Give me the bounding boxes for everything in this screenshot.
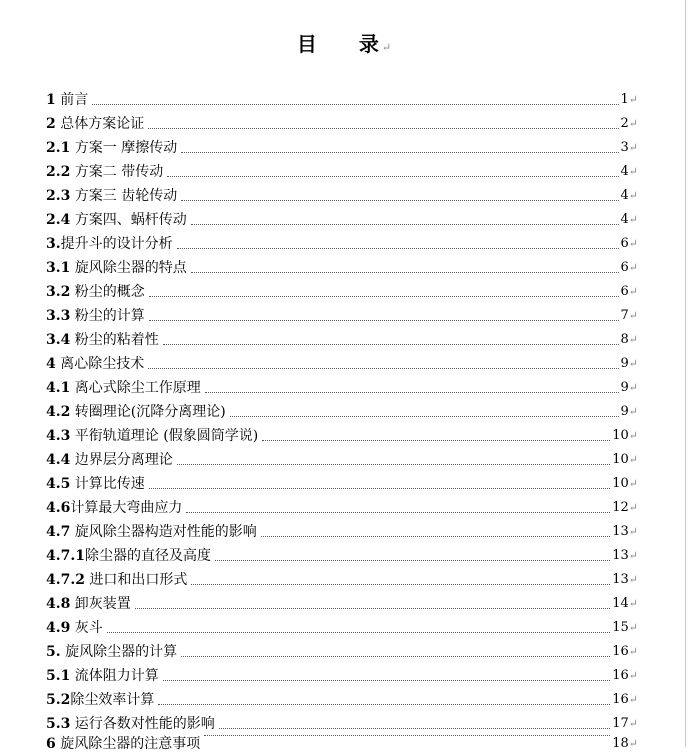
toc-entry[interactable] — [46, 158, 638, 182]
toc-entry-label — [46, 734, 200, 754]
toc-page-number: 13 — [612, 572, 629, 587]
toc-entry-page — [612, 666, 638, 686]
toc-entry-page — [621, 378, 639, 398]
paragraph-mark-icon: ↵ — [628, 237, 638, 250]
toc-entry[interactable] — [46, 542, 638, 566]
toc-entry[interactable] — [46, 110, 638, 134]
toc-entry-number: 4.4 — [46, 452, 71, 468]
paragraph-mark-icon: ↵ — [628, 357, 638, 370]
paragraph-mark-icon: ↵ — [628, 285, 638, 298]
paragraph-mark-icon: ↵ — [628, 261, 638, 274]
toc-entry-label — [46, 354, 144, 374]
toc-page-number: 16 — [612, 692, 629, 707]
toc-leader-dots — [177, 463, 610, 465]
toc-entry-page — [612, 426, 638, 446]
toc-entry-number: 4.6 — [46, 500, 71, 516]
toc-entry-label — [46, 114, 144, 134]
toc-entry-page — [612, 474, 638, 494]
toc-page-number: 16 — [612, 644, 629, 659]
toc-entry-number: 2.4 — [46, 212, 71, 228]
paragraph-mark-icon: ↵ — [628, 525, 638, 538]
toc-entry-text: 旋风除尘器构造对性能的影响 — [70, 524, 257, 540]
toc-entry-text: 旋风除尘器的计算 — [60, 644, 178, 660]
toc-entry-text: 除尘器的直径及高度 — [84, 548, 211, 564]
paragraph-mark-icon: ↵ — [628, 165, 638, 178]
paragraph-mark-icon: ↵ — [628, 381, 638, 394]
toc-entry-page — [621, 306, 639, 326]
toc-leader-dots — [148, 127, 618, 129]
toc-entry-page — [612, 594, 638, 614]
toc-entry-page — [621, 162, 639, 182]
toc-entry-page — [612, 618, 638, 638]
toc-leader-dots — [135, 607, 610, 609]
toc-entry-text: 边界层分离理论 — [70, 452, 173, 468]
toc-leader-dots — [163, 679, 610, 681]
toc-entry-page — [621, 210, 639, 230]
toc-entry-label — [46, 450, 173, 470]
toc-entry-text: 转圈理论(沉降分离理论) — [70, 404, 226, 420]
toc-entry-label — [46, 594, 131, 614]
toc-leader-dots — [205, 391, 619, 393]
page-edge-line — [685, 0, 686, 747]
toc-entry-page — [612, 714, 638, 734]
toc-page-number: 10 — [612, 452, 629, 467]
toc-leader-dots — [191, 271, 619, 273]
toc-entry-label — [46, 522, 257, 542]
toc-entry-text: 进口和出口形式 — [84, 572, 188, 588]
toc-entry[interactable] — [46, 278, 638, 302]
toc-page-number: 4 — [620, 164, 629, 179]
paragraph-mark-icon: ↵ — [628, 429, 638, 442]
toc-page-number: 1 — [620, 92, 629, 107]
toc-page-number: 14 — [612, 596, 629, 611]
toc-title-right: 录 — [358, 32, 381, 56]
toc-entry[interactable] — [46, 230, 638, 254]
toc-entry-number: 4.7.1 — [46, 548, 85, 564]
toc-leader-dots — [107, 631, 610, 633]
toc-leader-dots — [92, 103, 618, 105]
toc-entry-page — [621, 186, 639, 206]
toc-entry-number: 4.2 — [46, 404, 71, 420]
toc-entry-text: 计算比传速 — [70, 476, 145, 492]
toc-page-number: 9 — [620, 380, 629, 395]
toc-page-number: 6 — [620, 284, 629, 299]
toc-leader-dots — [204, 734, 610, 736]
toc-entry-text: 除尘效率计算 — [70, 692, 155, 708]
paragraph-mark-icon: ↵ — [628, 645, 638, 658]
toc-leader-dots — [149, 295, 619, 297]
toc-entry-label — [46, 690, 154, 710]
toc-page-number: 6 — [620, 260, 629, 275]
toc-entry-text: 旋风除尘器的特点 — [70, 260, 187, 276]
toc-leader-dots — [158, 703, 610, 705]
toc-page-number: 12 — [612, 500, 629, 515]
toc-entry-page — [612, 642, 638, 662]
toc-entry[interactable] — [46, 134, 638, 158]
toc-entry[interactable] — [46, 662, 638, 686]
toc-entry[interactable] — [46, 86, 638, 110]
toc-entry-number: 5.3 — [46, 716, 71, 732]
toc-page-number: 2 — [620, 116, 629, 131]
toc-entry-label — [46, 642, 177, 662]
toc-entry-text: 粉尘的概念 — [70, 284, 145, 300]
toc-entry-page — [621, 402, 639, 422]
toc-entry-page — [612, 498, 638, 518]
toc-entry[interactable] — [46, 182, 638, 206]
toc-leader-dots — [167, 175, 618, 177]
toc-entry-page — [612, 450, 638, 470]
toc-entry-text: 粉尘的计算 — [70, 308, 145, 324]
toc-page-number: 15 — [612, 620, 629, 635]
toc-entry[interactable] — [46, 494, 638, 518]
toc-entry-text: 卸灰装置 — [70, 596, 131, 612]
paragraph-mark-icon: ↵ — [628, 693, 638, 706]
toc-entry-label — [46, 330, 159, 350]
toc-page-number: 13 — [612, 548, 629, 563]
toc-entry-text: 计算最大弯曲应力 — [70, 500, 183, 516]
toc-entry-number: 2.3 — [46, 188, 71, 204]
toc-page-number: 10 — [612, 428, 629, 443]
toc-entry[interactable] — [46, 590, 638, 614]
toc-leader-dots — [181, 655, 610, 657]
toc-entry-text: 总体方案论证 — [55, 116, 145, 132]
toc-entry[interactable] — [46, 470, 638, 494]
toc-page-number: 3 — [620, 140, 629, 155]
toc-entry[interactable] — [46, 518, 638, 542]
toc-entry[interactable] — [46, 446, 638, 470]
toc-entry-page — [612, 734, 638, 754]
paragraph-mark-icon: ↵ — [628, 93, 638, 106]
toc-entry-text: 方案三 齿轮传动 — [70, 188, 178, 204]
paragraph-mark-icon: ↵ — [628, 213, 638, 226]
toc-page-number: 4 — [620, 188, 629, 203]
paragraph-mark-icon: ↵ — [628, 717, 638, 730]
toc-entry-number: 3.3 — [46, 308, 71, 324]
paragraph-mark-icon: ↵ — [381, 41, 394, 54]
toc-page-number: 6 — [620, 236, 629, 251]
paragraph-mark-icon: ↵ — [628, 549, 638, 562]
toc-leader-dots — [262, 439, 610, 441]
toc-entry-label — [46, 498, 182, 518]
paragraph-mark-icon: ↵ — [628, 405, 638, 418]
toc-entry-page — [621, 258, 639, 278]
toc-entry-label — [46, 282, 145, 302]
toc-entry-page — [612, 570, 638, 590]
toc-entry[interactable] — [46, 254, 638, 278]
toc-entry-text: 灰斗 — [70, 620, 103, 636]
toc-entry-number: 4.3 — [46, 428, 71, 444]
toc-page-number: 9 — [620, 404, 629, 419]
toc-entry-label — [46, 90, 88, 110]
toc-entry-label — [46, 258, 187, 278]
toc-entry-label — [46, 234, 173, 254]
paragraph-mark-icon: ↵ — [628, 597, 638, 610]
toc-entry-number: 3.1 — [46, 260, 71, 276]
toc-entry[interactable] — [46, 374, 638, 398]
toc-entry-text: 离心除尘技术 — [55, 356, 145, 372]
toc-entry-number: 3.2 — [46, 284, 71, 300]
toc-entry-page — [621, 90, 639, 110]
toc-entry-label — [46, 186, 177, 206]
toc-entry-number: 1 — [46, 92, 56, 108]
toc-page-number: 13 — [612, 524, 629, 539]
toc-entry-number: 2.2 — [46, 164, 71, 180]
paragraph-mark-icon: ↵ — [628, 141, 638, 154]
toc-entry-label — [46, 306, 145, 326]
toc-entry-text: 平衔轨道理论 (假象圆筒学说) — [70, 428, 259, 444]
toc-leader-dots — [219, 727, 610, 729]
toc-entry-label — [46, 474, 145, 494]
toc-leader-dots — [149, 319, 619, 321]
toc-entry-page — [621, 354, 639, 374]
toc-entry[interactable] — [46, 710, 638, 734]
toc-page-number: 16 — [612, 668, 629, 683]
paragraph-mark-icon: ↵ — [628, 333, 638, 346]
toc-entry-label — [46, 426, 258, 446]
toc-entry-number: 5.1 — [46, 668, 71, 684]
toc-leader-dots — [163, 343, 619, 345]
toc-entry[interactable] — [46, 638, 638, 662]
paragraph-mark-icon: ↵ — [628, 477, 638, 490]
toc-entry-page — [621, 234, 639, 254]
toc-entry-text: 前言 — [55, 92, 89, 108]
paragraph-mark-icon: ↵ — [628, 573, 638, 586]
toc-entry-label — [46, 666, 159, 686]
paragraph-mark-icon: ↵ — [628, 501, 638, 514]
toc-entry-text: 方案二 带传动 — [70, 164, 164, 180]
toc-entry-number: 4.1 — [46, 380, 71, 396]
paragraph-mark-icon: ↵ — [628, 737, 638, 750]
toc-entry[interactable] — [46, 326, 638, 350]
paragraph-mark-icon: ↵ — [628, 117, 638, 130]
toc-page-number: 9 — [620, 356, 629, 371]
toc-entry-page — [621, 114, 639, 134]
toc-page-number: 10 — [612, 476, 629, 491]
toc-entry[interactable] — [46, 734, 638, 752]
toc-entry-page — [612, 546, 638, 566]
toc-entry-text: 方案四、蜗杆传动 — [70, 212, 187, 228]
toc-entry-text: 粉尘的粘着性 — [70, 332, 159, 348]
toc-entry-number: 4.7 — [46, 524, 71, 540]
toc-entry[interactable] — [46, 614, 638, 638]
toc-entry-number: 5.2 — [46, 692, 71, 708]
toc-entry-label — [46, 570, 187, 590]
toc-entry-number: 4.8 — [46, 596, 71, 612]
toc-leader-dots — [181, 199, 618, 201]
toc-leader-dots — [181, 151, 618, 153]
toc-entry-number: 6 — [46, 736, 56, 752]
toc-entry-number: 3. — [46, 236, 61, 252]
toc-entry-number: 4.5 — [46, 476, 71, 492]
toc-leader-dots — [191, 223, 619, 225]
toc-entry-number: 2 — [46, 116, 56, 132]
toc-entry-text: 流体阻力计算 — [70, 668, 159, 684]
toc-entry-page — [612, 522, 638, 542]
toc-entry-page — [621, 330, 639, 350]
toc-entry[interactable] — [46, 686, 638, 710]
toc-entry[interactable] — [46, 350, 638, 374]
toc-entry-page — [621, 138, 639, 158]
toc-entry-text: 提升斗的设计分析 — [60, 236, 173, 252]
toc-leader-dots — [261, 535, 610, 537]
toc-entry-page — [621, 282, 639, 302]
toc-entry-number: 5. — [46, 644, 61, 660]
toc-entry-text: 离心式除尘工作原理 — [70, 380, 201, 396]
toc-entry-text: 方案一 摩擦传动 — [70, 140, 178, 156]
toc-leader-dots — [186, 511, 610, 513]
paragraph-mark-icon: ↵ — [628, 189, 638, 202]
toc-leader-dots — [149, 487, 610, 489]
toc-entry-number: 4.9 — [46, 620, 71, 636]
paragraph-mark-icon: ↵ — [628, 453, 638, 466]
toc-entry-label — [46, 618, 103, 638]
toc-entry-label — [46, 714, 215, 734]
toc-entry-number: 4 — [46, 356, 56, 372]
toc-page-number: 17 — [612, 716, 629, 731]
toc-entry-label — [46, 402, 226, 422]
toc-entry-number: 4.7.2 — [46, 572, 85, 588]
toc-entry-label — [46, 138, 177, 158]
paragraph-mark-icon: ↵ — [628, 309, 638, 322]
paragraph-mark-icon: ↵ — [628, 621, 638, 634]
toc-title-left: 目 — [296, 32, 319, 56]
toc-entry-number: 2.1 — [46, 140, 71, 156]
toc-entry-label — [46, 378, 201, 398]
toc-entry[interactable] — [46, 398, 638, 422]
toc-entry[interactable] — [46, 422, 638, 446]
toc-leader-dots — [148, 367, 618, 369]
toc-entry[interactable] — [46, 206, 638, 230]
toc-page-number: 18 — [612, 736, 629, 751]
paragraph-mark-icon: ↵ — [628, 669, 638, 682]
toc-leader-dots — [215, 559, 610, 561]
toc-entry[interactable] — [46, 566, 638, 590]
toc-entry-label — [46, 546, 211, 566]
toc-entry-text: 旋风除尘器的注意事项 — [55, 736, 201, 752]
toc-title — [0, 28, 690, 57]
toc-entry-text: 运行各数对性能的影响 — [70, 716, 215, 732]
toc-page-number: 4 — [620, 212, 629, 227]
toc-page-number: 8 — [620, 332, 629, 347]
toc-entry-label — [46, 210, 187, 230]
toc-page-number: 7 — [620, 308, 629, 323]
toc-list — [46, 86, 638, 752]
toc-leader-dots — [177, 247, 619, 249]
toc-entry-page — [612, 690, 638, 710]
toc-leader-dots — [230, 415, 619, 417]
toc-entry[interactable] — [46, 302, 638, 326]
toc-entry-label — [46, 162, 163, 182]
toc-entry-number: 3.4 — [46, 332, 71, 348]
toc-leader-dots — [191, 583, 610, 585]
